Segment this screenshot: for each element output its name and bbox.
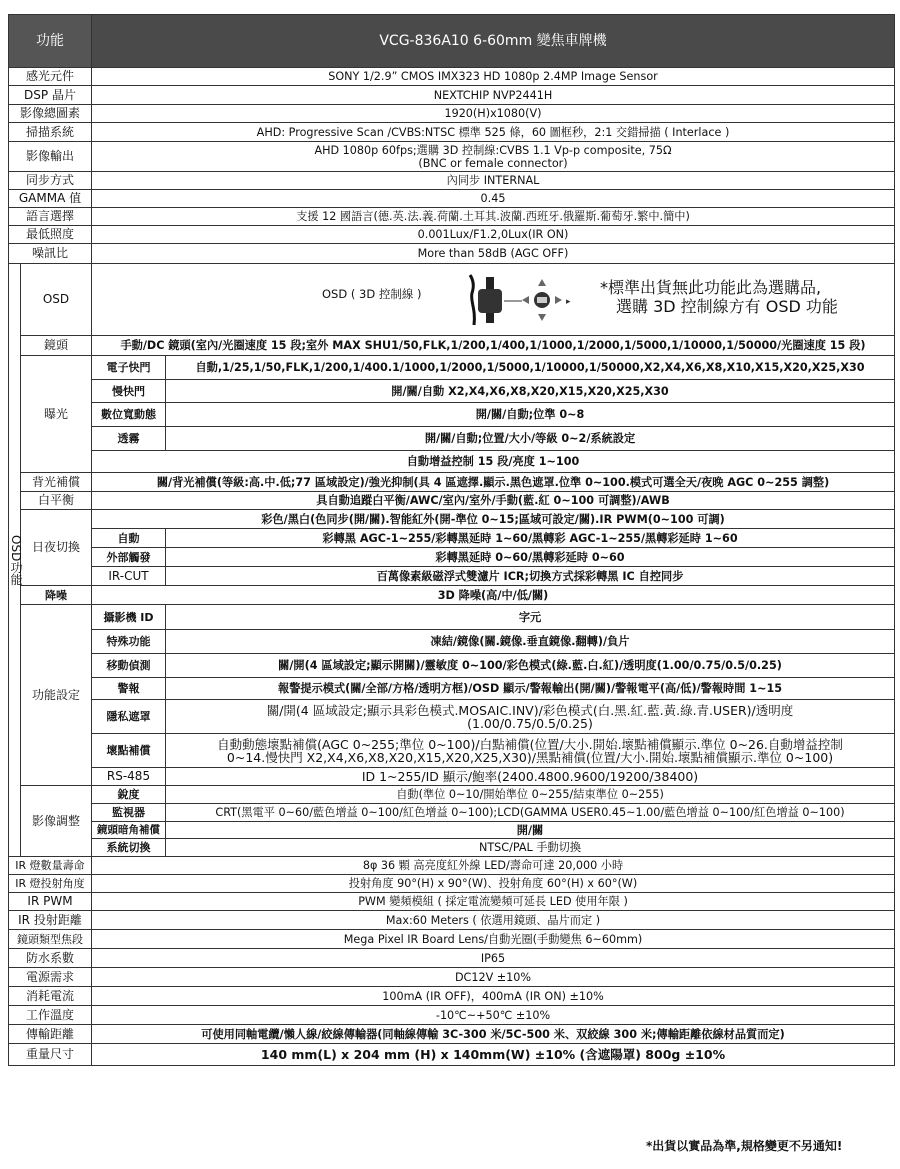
- spec-row: IR 投射距離 Max:60 Meters ( 依選用鏡頭、晶片而定 ): [9, 911, 895, 930]
- spec-row: 電源需求 DC12V ±10%: [9, 968, 895, 987]
- spec-row: 噪訊比 More than 58dB (AGC OFF): [9, 244, 895, 264]
- osd-section-label: OSD功能: [9, 264, 21, 857]
- blc-row: 背光補償 關/背光補償(等級:高.中.低;77 區域設定)/強光抑制(具 4 區遮擇.顯示.黑色遮罩.位準 0~100.模式可選全天/夜晚 AGC 0~255 調整): [9, 473, 895, 492]
- spec-row: 同步方式 內同步 INTERNAL: [9, 172, 895, 190]
- osd-control-label: OSD ( 3D 控制線 ): [322, 286, 422, 301]
- osd-box: [92, 270, 894, 330]
- spec-row: 語言選擇 支援 12 國語言(德.英.法.義.荷蘭.土耳其.波蘭.西班牙.俄羅斯.葡萄牙.繁中.簡中): [9, 208, 895, 226]
- svg-text:▸: ▸: [566, 296, 571, 307]
- spec-row: 感光元件 SONY 1/2.9” CMOS IMX323 HD 1080p 2.4MP Image Sensor: [9, 68, 895, 86]
- daynight-row: 自動 彩轉黑 AGC-1~255/彩轉黑延時 1~60/黑轉彩 AGC-1~255/黑轉彩延時 1~60: [9, 529, 895, 548]
- spec-row: 掃描系統 AHD: Progressive Scan /CVBS:NTSC 標準 525 條，60 圖框秒，2:1 交錯掃描 ( Interlace ): [9, 123, 895, 142]
- func-row: 隱私遮罩 關/開(4 區域設定;顯示具彩色模式.MOSAIC.INV)/彩色模式(白.黑.紅.藍.黃.綠.青.USER)/透明度 (1.00/0.75/0.5/0.25): [9, 700, 895, 734]
- osd-row: OSD功能 OSD OSD ( 3D 控制線 ) ▸ *標準出貨無此功能此為選購品, 選購 3D 控制線方有 OSD 功能: [9, 264, 895, 336]
- spec-row: 工作溫度 -10℃~+50℃ ±10%: [9, 1006, 895, 1025]
- img-row: 監視器 CRT(黑電平 0~60/藍色增益 0~100/紅色增益 0~100);LCD(GAMMA USER0.45~1.00/藍色增益 0~100/紅色增益 0~100): [9, 804, 895, 822]
- func-row: RS-485 ID 1~255/ID 顯示/鮑率(2400.4800.9600/19200/38400): [9, 768, 895, 786]
- spec-row: IR 燈投射角度 投射角度 90°(H) x 90°(W)、投射角度 60°(H) x 60°(W): [9, 875, 895, 893]
- func-row: 警報 報警提示模式(關/全部/方格/透明方框)/OSD 顯示/警報輸出(開/關)/警報電平(高/低)/警報時間 1~15: [9, 678, 895, 700]
- spec-row: 傳輸距離 可使用同軸電纜/懶人線/絞線傳輸器(同軸線傳輸 3C-300 米/5C-500 米、双絞線 300 米;傳輸距離依線材品質而定): [9, 1025, 895, 1044]
- spec-table: [8, 14, 895, 1066]
- spec-row: GAMMA 值 0.45: [9, 190, 895, 208]
- spec-row: 影像總圖素 1920(H)x1080(V): [9, 105, 895, 123]
- spec-row: 影像輸出 AHD 1080p 60fps;選購 3D 控制線:CVBS 1.1 Vp-p composite, 75Ω (BNC or female connector): [9, 142, 895, 172]
- spec-row: DSP 晶片 NEXTCHIP NVP2441H: [9, 86, 895, 105]
- spec-row: 最低照度 0.001Lux/F1.2,0Lux(IR ON): [9, 226, 895, 244]
- func-row: 功能設定 攝影機 ID 字元: [9, 605, 895, 630]
- func-row: 壞點補償 自動動態壞點補償(AGC 0~255;準位 0~100)/白點補償(位置/大小.開始.壞點補償顯示.準位 0~26.自動增益控制 0~14.慢快門 X2,X4,X6,X8,X20,X15,X20,X25,X30)/黑點補償(位置/大小.開始.壞點補償顯示.準位 0~100): [9, 734, 895, 768]
- spec-sheet: [8, 14, 894, 1066]
- exposure-row: 透霧 開/關/自動;位置/大小/等級 0~2/系統設定: [9, 427, 895, 451]
- img-row: 影像調整 銳度 自動(準位 0~10/開始準位 0~255/結束準位 0~255): [9, 786, 895, 804]
- spec-row: IR 燈數量壽命 8φ 36 顆 高亮度紅外線 LED/壽命可達 20,000 小時: [9, 857, 895, 875]
- exposure-row: 自動增益控制 15 段/亮度 1~100: [9, 451, 895, 473]
- spec-row: 鏡頭類型焦段 Mega Pixel IR Board Lens/自動光圈(手動變焦 6~60mm): [9, 930, 895, 949]
- exposure-row: 曝光 電子快門 自動,1/25,1/50,FLK,1/200,1/400.1/1000,1/2000,1/5000,1/10000,1/50000,X2,X4,X6,X8,X10,X15,X20,X25,X30: [9, 356, 895, 380]
- func-row: 移動偵測 關/開(4 區域設定;顯示開關)/靈敏度 0~100/彩色模式(綠.藍.白.紅)/透明度(1.00/0.75/0.5/0.25): [9, 654, 895, 678]
- img-row: 鏡頭暗角補償 開/關: [9, 822, 895, 839]
- exposure-row: 慢快門 開/關/自動 X2,X4,X6,X8,X20,X15,X20,X25,X30: [9, 380, 895, 403]
- lens-row: 鏡頭 手動/DC 鏡頭(室內/光圈速度 15 段;室外 MAX SHU1/50,FLK,1/200,1/400,1/1000,1/2000,1/5000,1/10000,1/50000/光圈速度 15 段): [9, 336, 895, 356]
- footnote: *出貨以實品為準,規格變更不另通知!: [646, 1139, 843, 1153]
- wb-row: 白平衡 具自動追蹤白平衡/AWC/室內/室外/手動(藍.紅 0~100 可調整)/AWB: [9, 492, 895, 510]
- spec-row: 消耗電流 100mA (IR OFF)，400mA (IR ON) ±10%: [9, 987, 895, 1006]
- spec-row: 防水系數 IP65: [9, 949, 895, 968]
- header-function: 功能: [9, 15, 92, 68]
- func-row: 特殊功能 凍結/鏡像(關.鏡像.垂直鏡像.翻轉)/負片: [9, 630, 895, 654]
- daynight-row: 日夜切換 彩色/黑白(色同步(開/關).智能紅外(開-準位 0~15;區域可設定/關).IR PWM(0~100 可調): [9, 510, 895, 529]
- exposure-row: 數位寬動態 開/關/自動;位準 0~8: [9, 403, 895, 427]
- img-row: 系統切換 NTSC/PAL 手動切換: [9, 839, 895, 857]
- joystick-control-icon: [464, 273, 584, 327]
- header-row: [9, 15, 895, 68]
- daynight-row: IR-CUT 百萬像素級磁浮式雙濾片 ICR;切換方式採彩轉黑 IC 自控同步: [9, 567, 895, 586]
- spec-row: 重量尺寸 140 mm(L) x 204 mm (H) x 140mm(W) ±10% (含遮陽罩) 800g ±10%: [9, 1044, 895, 1066]
- spec-row: IR PWM PWM 變頻模組 ( 採定電流變頻可延長 LED 使用年限 ): [9, 893, 895, 911]
- osd-note: *標準出貨無此功能此為選購品, 選購 3D 控制線方有 OSD 功能: [600, 277, 838, 316]
- nr-row: 降噪 3D 降噪(高/中/低/關): [9, 586, 895, 605]
- header-model: VCG-836A10 6-60mm 變焦車牌機: [92, 15, 895, 68]
- daynight-row: 外部觸發 彩轉黑延時 0~60/黑轉彩延時 0~60: [9, 548, 895, 567]
